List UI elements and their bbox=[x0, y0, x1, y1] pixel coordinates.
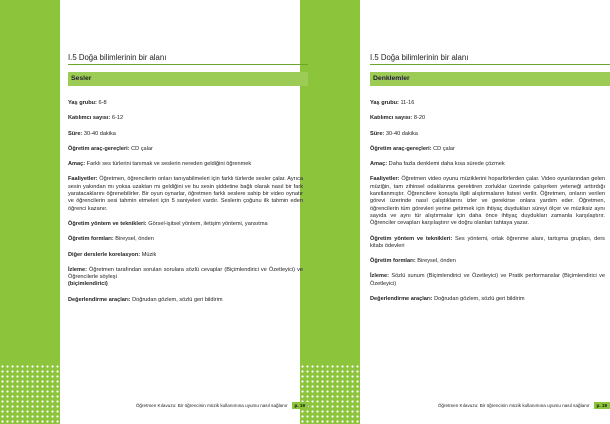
left-page-body bbox=[68, 100, 303, 312]
right-field-methods: Öğretim yöntem ve teknikleri: Ses yöntemi, ortak öğrenme alanı, tartışma grupları, ders kitabı ödevleri bbox=[370, 235, 605, 249]
center-green-strip bbox=[300, 0, 360, 424]
right-footer bbox=[370, 402, 610, 409]
left-page-header: I.5 Doğa bilimlerinin bir alanı bbox=[68, 53, 308, 65]
left-section-title: Sesler bbox=[68, 72, 308, 86]
left-footer bbox=[68, 402, 308, 409]
right-page bbox=[370, 0, 610, 424]
left-field-age: Yaş grubu: 6-8 bbox=[68, 100, 107, 106]
left-green-strip bbox=[0, 0, 60, 424]
right-page-body bbox=[370, 100, 605, 311]
left-page-number: p. 19 bbox=[292, 402, 308, 409]
left-field-correlation: Diğer derslerle korelasyon: Müzik bbox=[68, 251, 157, 258]
left-field-methods: Öğretim yöntem ve teknikleri: Görsel-işitsel yöntem, iletişim yöntemi, yansıtma bbox=[68, 220, 268, 227]
right-field-activities: Faaliyetler: Öğretmen video oyunu müziklerini hoparlörlerden çalar. Video oyunlarından gelen müziğin, tam zihinsel odaklanma gerektiren zorluklar üzerinde çalışırken yeteneği arttırdığı kanıtlanmıştır. Öğrencilere konuyla ilgili alıştırmaların listesi verilir. Öğretmen, onların verilen görevi üzerinde nasıl çalıştıklarını izler ve gerekirse onlara yardım eder. Öğretmen, öğrencilerin tüm görevleri yerine getirmek için ihtiyaç duydukları süreyi ölçer ve müziksiz aynı sayıda ve aynı tür alıştırmalar için daha önce ihtiyaç duydukları zamanla karşılaştırır. Öğrenciler cevapları karşılaştırır ve doğru olanları tahtaya yazar. bbox=[370, 176, 605, 227]
right-field-materials: Öğretim araç-gereçleri: CD çalar bbox=[370, 145, 455, 152]
right-page-number: p. 19 bbox=[594, 402, 610, 409]
left-footer-text: Öğretmen Kılavuzu: Bir öğrencinin müzik kullanımına uyumu nasıl sağlanır bbox=[135, 403, 288, 408]
right-field-assessment: Değerlendirme araçları: Doğrudan gözlem, sözlü geri bildirim bbox=[370, 296, 525, 303]
right-page-header: I.5 Doğa bilimlerinin bir alanı bbox=[370, 53, 610, 65]
right-field-forms: Öğretim formları: Bireysel, önden bbox=[370, 258, 456, 265]
right-field-aim: Amaç: Daha fazla denklemi daha kısa sürede çözmek bbox=[370, 161, 505, 168]
left-field-forms: Öğretim formları: Bireysel, önden bbox=[68, 236, 154, 243]
left-field-monitoring: İzleme: Öğretmen tarafından sorulan sorulara sözlü cevaplar (Biçimlendirici ve Özetleyici) ve Öğrencilerle söyleşi (biçimlendirici) bbox=[68, 266, 303, 288]
left-field-participants: Katılımcı sayısı: 6-12 bbox=[68, 115, 124, 122]
right-field-participants: Katılımcı sayısı: 8-20 bbox=[370, 115, 426, 122]
right-field-age: Yaş grubu: 11-16 bbox=[370, 100, 415, 106]
right-field-duration: Süre: 30-40 dakika bbox=[370, 130, 418, 137]
right-section-title: Denklemler bbox=[370, 72, 610, 86]
left-field-aim: Amaç: Farklı ses türlerini tanımak ve seslerin nereden geldiğini öğrenmek bbox=[68, 161, 252, 168]
left-field-materials: Öğretim araç-gereçleri: CD çalar bbox=[68, 145, 153, 152]
left-field-duration: Süre: 30-40 dakika bbox=[68, 130, 116, 137]
left-field-activities: Faaliyetler: Öğretmen, öğrencilerin onları tanıyabilmeleri için farklı türlerde sesler çalar. Ayrıca sesin yakından mı yoksa uzaktan mı geldiğini ve bu sesin şiddetine bağlı olarak nasıl bir fark yaratacaklarını öğrenebilirler. Bir oyun oynarlar, öğretmen farklı seslere sahip bir video oynatır ve öğrencilerin sesi tahmin etmeleri için 5 saniyeleri vardır. Seslerin çoğunu ilk tahmin eden öğrenci kazanır. bbox=[68, 176, 303, 212]
center-dot-pattern bbox=[300, 364, 360, 424]
left-dot-pattern bbox=[0, 364, 60, 424]
right-field-monitoring: İzleme: Sözlü sunum (Biçimlendirici ve Özetleyici) ve Pratik performanslar (Biçimlendirici ve Özetleyici) bbox=[370, 273, 606, 287]
right-footer-text: Öğretmen Kılavuzu: Bir öğrencinin müzik kullanımına uyumu nasıl sağlanır bbox=[437, 403, 590, 408]
left-field-assessment: Değerlendirme araçları: Doğrudan gözlem, sözlü geri bildirim bbox=[68, 296, 223, 303]
left-page bbox=[68, 0, 308, 424]
